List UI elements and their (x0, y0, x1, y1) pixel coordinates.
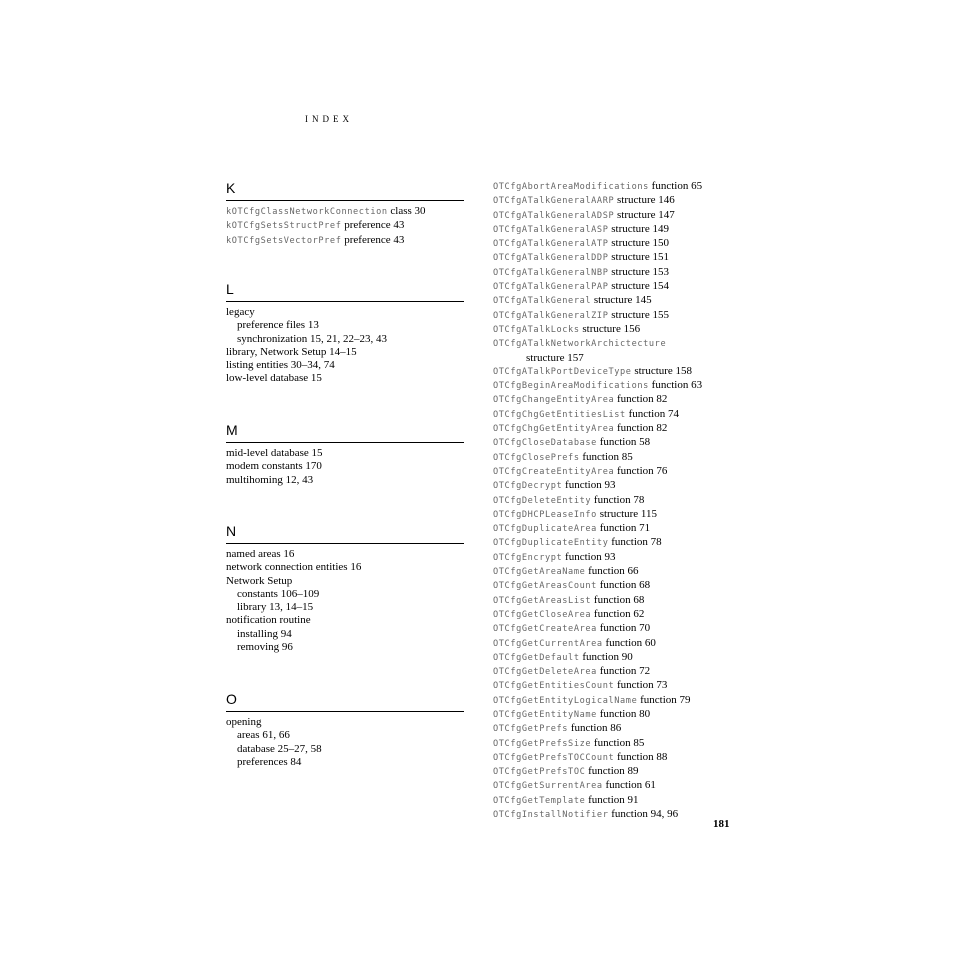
index-entry (493, 637, 753, 651)
index-entry (493, 309, 753, 323)
entry-code: OTCfgATalkGeneralNBP (493, 267, 609, 278)
entry-code: OTCfgGetDefault (493, 652, 580, 663)
entry-text: function 74 (628, 407, 679, 420)
index-entry (493, 180, 753, 194)
entry-code: OTCfgDHCPLeaseInfo (493, 509, 597, 520)
entry-text: structure 147 (617, 208, 675, 221)
entry-code: OTCfgGetPrefs (493, 724, 569, 735)
index-entry (493, 765, 753, 779)
index-entry (493, 608, 753, 622)
entry-text: structure 155 (611, 308, 669, 321)
entry-text: function 61 (605, 779, 656, 792)
index-entry-continuation (493, 352, 753, 365)
entry-code: OTCfgDuplicateArea (493, 524, 597, 535)
index-entry (493, 237, 753, 251)
entry-text: class 30 (390, 205, 426, 217)
index-subentry: removing 96 (237, 641, 293, 654)
entry-text: function 78 (611, 536, 662, 549)
index-entry (493, 694, 753, 708)
index-entry (493, 280, 753, 294)
entry-text: structure 145 (593, 294, 652, 307)
entry-code: OTCfgCloseDatabase (493, 438, 597, 449)
index-entry (226, 234, 464, 248)
index-subentry: constants 106–109 (237, 587, 320, 600)
entry-code: OTCfgATalkGeneralZIP (493, 310, 609, 321)
entry-text: function 94, 96 (611, 808, 679, 821)
entry-code: OTCfgEncrypt (493, 552, 563, 563)
index-subentry: areas 61, 66 (237, 729, 290, 742)
entry-code: OTCfgATalkGeneral (493, 296, 592, 307)
index-entry: mid-level database 15 (226, 447, 323, 459)
section-letter: M (226, 422, 238, 438)
entry-code: OTCfgChangeEntityArea (493, 395, 615, 406)
entry-text: function 89 (588, 765, 639, 778)
index-entry (493, 579, 753, 593)
entry-code: OTCfgGetSurrentArea (493, 781, 603, 792)
index-subentry: database 25–27, 58 (237, 742, 322, 755)
entry-text: structure 115 (599, 507, 658, 520)
index-entry (493, 737, 753, 751)
section-divider (226, 301, 464, 302)
index-entry (493, 323, 753, 337)
entry-code: OTCfgChgGetEntityArea (493, 424, 615, 435)
section-letter: N (226, 523, 237, 539)
section-letter: L (226, 281, 234, 297)
section-divider (226, 543, 464, 544)
entry-code: OTCfgATalkPortDeviceType (493, 366, 632, 377)
entry-text: function 68 (599, 579, 651, 592)
entry-text: function 93 (565, 550, 616, 563)
entry-code: OTCfgGetPrefsTOC (493, 767, 586, 778)
index-entry: multihoming 12, 43 (226, 473, 314, 486)
entry-text: function 85 (593, 736, 645, 749)
entry-code: OTCfgDeleteEntity (493, 495, 592, 506)
index-entry (493, 794, 753, 808)
entry-code: OTCfgInstallNotifier (493, 810, 609, 821)
entry-code: OTCfgGetAreasList (493, 595, 592, 606)
index-entry (493, 622, 753, 636)
index-entry: legacy (226, 306, 255, 318)
entry-text: function 80 (599, 707, 651, 720)
entry-text: structure 151 (611, 251, 669, 264)
entry-text: preference 43 (344, 219, 405, 232)
entry-code: kOTCfgClassNetworkConnection (226, 207, 388, 217)
entry-code: OTCfgCreateEntityArea (493, 466, 615, 477)
index-entry (493, 266, 753, 280)
index-subentry: synchronization 15, 21, 22–23, 43 (237, 332, 388, 345)
index-entry: low-level database 15 (226, 372, 322, 385)
entry-text: function 86 (570, 722, 622, 735)
index-entry (493, 536, 753, 550)
index-subentry: library 13, 14–15 (237, 601, 314, 614)
index-entry: network connection entities 16 (226, 561, 362, 574)
index-entry (493, 251, 753, 265)
entry-text: function 72 (599, 665, 651, 678)
index-subentry: installing 94 (237, 627, 292, 640)
entry-code: OTCfgATalkGeneralATP (493, 239, 609, 250)
index-entry (493, 422, 753, 436)
entry-code: OTCfgGetEntityName (493, 709, 597, 720)
entry-text: structure 146 (617, 194, 675, 207)
index-entry (493, 722, 753, 736)
entry-text: structure 157 (526, 351, 584, 364)
index-section-o (226, 691, 464, 769)
entry-code: OTCfgClosePrefs (493, 452, 580, 463)
page-number: 181 (713, 818, 730, 830)
entry-code: OTCfgGetEntityLogicalName (493, 695, 638, 706)
index-entry (493, 494, 753, 508)
entry-code: OTCfgGetCurrentArea (493, 638, 603, 649)
section-letter: K (226, 180, 236, 196)
entry-code: OTCfgATalkGeneralDDP (493, 253, 609, 264)
index-entry (493, 651, 753, 665)
index-section-l (226, 281, 464, 386)
index-entry (226, 219, 464, 233)
index-entry: listing entities 30–34, 74 (226, 359, 335, 372)
index-entry (493, 565, 753, 579)
entry-text: function 65 (651, 180, 703, 192)
index-entry (226, 205, 464, 219)
entry-code: OTCfgGetAreaName (493, 567, 586, 578)
entry-code: OTCfgBeginAreaModifications (493, 381, 649, 392)
index-entry (493, 665, 753, 679)
entry-code: OTCfgGetCreateArea (493, 624, 597, 635)
index-section-n (226, 523, 464, 654)
index-entry (493, 223, 753, 237)
entry-text: function 79 (640, 693, 691, 706)
entry-code: OTCfgGetCloseArea (493, 609, 592, 620)
index-section-m (226, 422, 464, 487)
entry-code: OTCfgATalkGeneralPAP (493, 282, 609, 293)
entry-text: function 90 (582, 650, 633, 663)
entry-code: OTCfgATalkGeneralAARP (493, 196, 615, 207)
index-entry: notification routine (226, 614, 311, 627)
index-entry: Network Setup (226, 574, 293, 587)
index-entry (493, 594, 753, 608)
index-subentry: preference files 13 (237, 319, 319, 332)
entry-text: preference 43 (344, 233, 405, 246)
entry-code: OTCfgGetTemplate (493, 795, 586, 806)
index-entry (493, 393, 753, 407)
index-entry (493, 408, 753, 422)
entry-text: structure 149 (611, 222, 669, 235)
entry-text: function 91 (588, 793, 639, 806)
index-entry: opening (226, 716, 262, 728)
index-entry (493, 465, 753, 479)
entry-text: function 71 (599, 522, 651, 535)
index-entry (493, 209, 753, 223)
section-divider (226, 200, 464, 201)
entry-code: OTCfgATalkNetworkArchictecture (493, 339, 667, 350)
index-entry (493, 522, 753, 536)
entry-text: function 73 (617, 679, 668, 692)
entry-text: function 60 (605, 636, 656, 649)
section-letter: O (226, 691, 237, 707)
entry-code: OTCfgGetDeleteArea (493, 667, 597, 678)
index-entry (493, 436, 753, 450)
index-entry: named areas 16 (226, 548, 295, 560)
section-divider (226, 442, 464, 443)
entry-code: kOTCfgSetsVectorPref (226, 235, 342, 246)
entry-text: function 62 (593, 607, 645, 620)
entry-text: structure 158 (634, 364, 693, 377)
index-entry (493, 708, 753, 722)
entry-code: OTCfgGetPrefsTOCCount (493, 752, 615, 763)
entry-code: OTCfgDecrypt (493, 481, 563, 492)
index-entry: modem constants 170 (226, 460, 322, 473)
entry-text: function 63 (651, 379, 703, 392)
index-entry (493, 451, 753, 465)
index-right-column (493, 180, 753, 822)
running-header: INDEX (305, 114, 353, 124)
entry-text: structure 150 (611, 237, 669, 250)
index-entry (493, 751, 753, 765)
index-entry (493, 508, 753, 522)
entry-code: OTCfgATalkGeneralADSP (493, 210, 615, 221)
entry-code: OTCfgGetAreasCount (493, 581, 597, 592)
entry-text: function 85 (582, 450, 633, 463)
index-subentry: preferences 84 (237, 755, 302, 768)
index-entry (493, 294, 753, 308)
index-entry (493, 365, 753, 379)
entry-text: function 88 (617, 750, 668, 763)
index-section-k (226, 180, 464, 248)
entry-text: function 58 (599, 436, 651, 449)
index-entry (493, 679, 753, 693)
entry-code: OTCfgChgGetEntitiesList (493, 409, 626, 420)
entry-code: kOTCfgSetsStructPref (226, 221, 342, 232)
entry-text: function 76 (617, 464, 668, 477)
entry-text: function 78 (593, 493, 645, 506)
entry-code: OTCfgGetPrefsSize (493, 738, 592, 749)
entry-text: function 70 (599, 622, 651, 635)
index-entry (493, 379, 753, 393)
index-entry (493, 551, 753, 565)
entry-code: OTCfgGetEntitiesCount (493, 681, 615, 692)
entry-text: structure 153 (611, 265, 669, 278)
index-entry (493, 479, 753, 493)
index-entry: library, Network Setup 14–15 (226, 345, 357, 358)
index-entry (493, 779, 753, 793)
entry-text: structure 156 (582, 322, 641, 335)
entry-code: OTCfgATalkLocks (493, 324, 580, 335)
entry-code: OTCfgAbortAreaModifications (493, 182, 649, 192)
entry-code: OTCfgDuplicateEntity (493, 538, 609, 549)
index-entry (493, 337, 753, 351)
entry-text: structure 154 (611, 280, 669, 293)
entry-text: function 93 (565, 479, 616, 492)
entry-text: function 66 (588, 565, 639, 578)
section-divider (226, 711, 464, 712)
entry-text: function 82 (617, 393, 668, 406)
index-entry (493, 194, 753, 208)
entry-text: function 68 (593, 593, 645, 606)
entry-code: OTCfgATalkGeneralASP (493, 224, 609, 235)
entry-text: function 82 (617, 422, 668, 435)
